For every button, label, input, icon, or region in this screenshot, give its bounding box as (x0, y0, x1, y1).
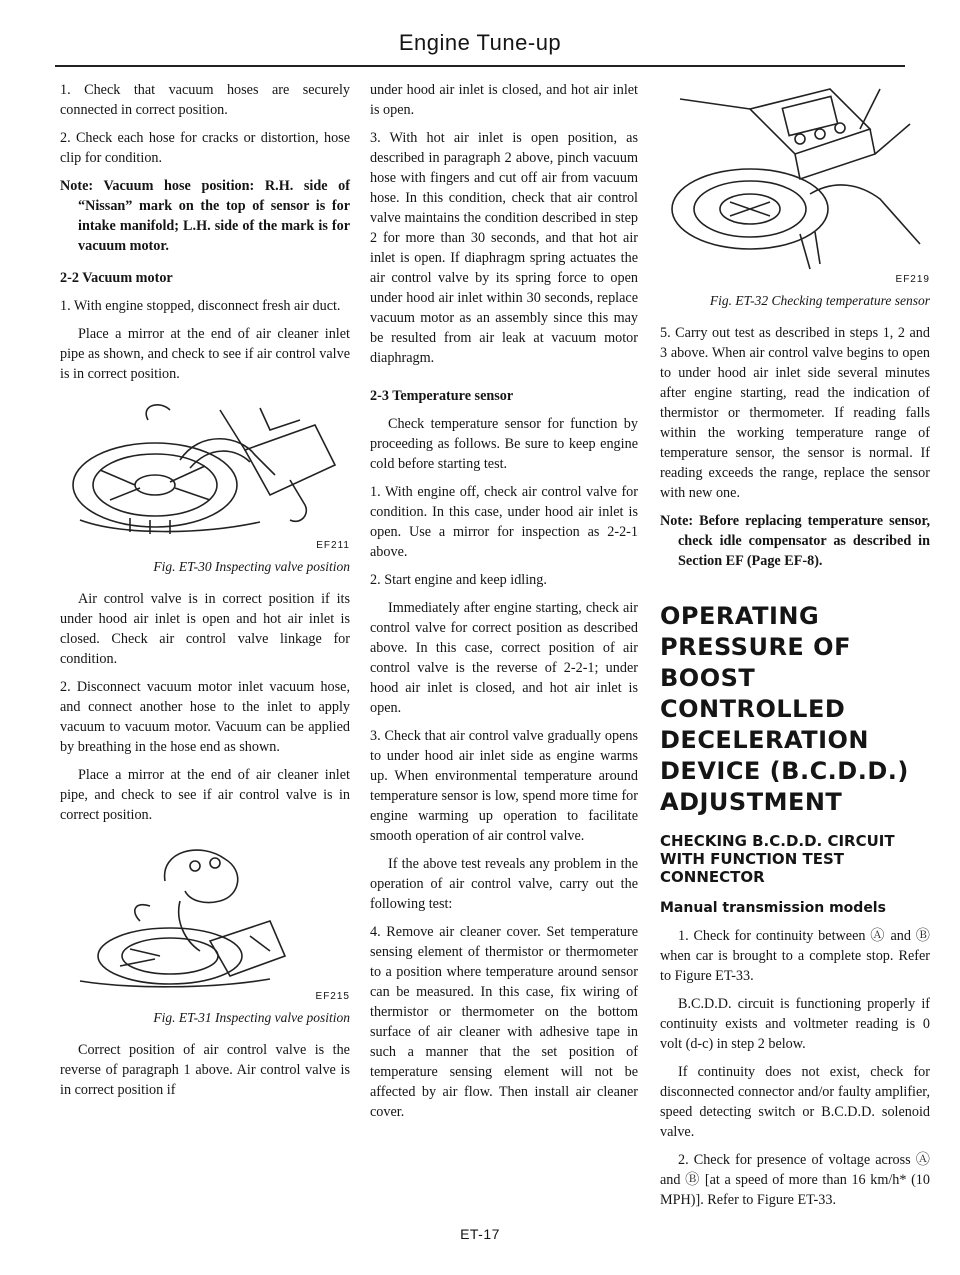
figure-caption: Fig. ET-32 Checking temperature sensor (709, 293, 930, 308)
figure-code: EF219 (895, 274, 930, 285)
subheading-temperature-sensor: 2-3 Temperature sensor (370, 388, 514, 404)
figure-code: EF211 (316, 540, 350, 551)
paragraph: Check temperature sensor for function by proceeding as follows. Be sure to keep engine cold before starting test. (370, 416, 638, 472)
paragraph: Immediately after engine starting, check air control valve for correct position as described above. In this case, correct position of air control valve is the reverse of 2-2-1; under hood air inlet is closed, and hot air inlet is open. (370, 600, 638, 716)
paragraph: 2. Check each hose for cracks or distortion, hose clip for condition. (60, 130, 350, 166)
subsection-heading-manual-transmission: Manual transmission models (660, 900, 886, 916)
paragraph: Place a mirror at the end of air cleaner inlet pipe as shown, and check to see if air control valve is in correct position. (60, 326, 350, 382)
figure-et30 (60, 400, 350, 556)
page-header-title: Engine Tune-up (398, 30, 562, 55)
subsection-heading-bcdd-circuit: CHECKING B.C.D.D. CIRCUIT WITH FUNCTION TEST CONNECTOR (660, 832, 895, 886)
paragraph: B.C.D.D. circuit is functioning properly if continuity exists and voltmeter reading is 0 volt (d-c) in step 2 below. (660, 996, 930, 1052)
paragraph: If the above test reveals any problem in the operation of air control valve, carry out the following test: (370, 856, 638, 912)
figure-et31 (60, 841, 350, 1007)
paragraph: If continuity does not exist, check for disconnected connector and/or faulty amplifier, speed detecting switch or B.C.D.D. solenoid valve. (660, 1064, 930, 1140)
paragraph: 1. With engine off, check air control valve for condition. In this case, under hood air inlet is open. Use a mirror for inspection as 2-2-1 above. (370, 484, 638, 560)
paragraph: Correct position of air control valve is the reverse of paragraph 1 above. Air control valve is in correct position if (60, 1042, 350, 1098)
paragraph: 1. Check that vacuum hoses are securely connected in correct position. (60, 82, 350, 118)
figure-caption: Fig. ET-31 Inspecting valve position (153, 1010, 350, 1025)
subheading-vacuum-motor: 2-2 Vacuum motor (60, 270, 173, 286)
figure-code: EF215 (315, 991, 350, 1002)
paragraph: Place a mirror at the end of air cleaner inlet pipe, and check to see if air control valve is in correct position. (60, 767, 350, 823)
paragraph: 3. With hot air inlet is open position, as described in paragraph 2 above, pinch vacuum hose with fingers and cut off air from vacuum hose. In this condition, check that air control valve maintains the condition described in step 2 for more than 30 seconds, and that hot air inlet is open. If diaphragm spring actuates the air control valve by its spring force to open under hood air inlet within 30 seconds, replace vacuum motor as an assembly since this may be resulted from air leak at vacuum motor diaphragm. (370, 130, 638, 366)
temperature-sensor-check-illustration (660, 84, 930, 274)
header-rule (55, 65, 905, 67)
vacuum-motor-breathing-illustration (60, 841, 350, 991)
paragraph: 1. With engine stopped, disconnect fresh air duct. (60, 298, 341, 314)
note-idle-compensator: Note: Before replacing temperature sensor, check idle compensator as described in Section EF (Page EF-8). (660, 513, 930, 569)
column-left (60, 80, 350, 1108)
air-cleaner-mirror-illustration (60, 400, 350, 540)
paragraph: 2. Start engine and keep idling. (370, 572, 547, 588)
paragraph: 2. Disconnect vacuum motor inlet vacuum hose, and connect another hose to the inlet to apply vacuum to vacuum motor. Vacuum can be applied by breathing in the hose end as shown. (60, 679, 350, 755)
note-vacuum-hose-position: Note: Vacuum hose position: R.H. side of “Nissan” mark on the top of sensor is for intake manifold; L.H. side of the mark is for vacuum motor. (60, 178, 350, 254)
paragraph: 3. Check that air control valve gradually opens to under hood air inlet side as engine warms up. When environmental temperature around temperature sensor is low, spend more time for engine warming up operation to facilitate smooth operation of air control valve. (370, 728, 638, 844)
paragraph: 1. Check for continuity between Ⓐ and Ⓑ when car is brought to a complete stop. Refer to Figure ET-33. (660, 928, 930, 984)
figure-et32 (660, 84, 930, 290)
paragraph: Air control valve is in correct position if its under hood air inlet is open and hot air inlet is closed. Check air control valve linkage for condition. (60, 591, 350, 667)
paragraph: 5. Carry out test as described in steps 1, 2 and 3 above. When air control valve begins to open to under hood air inlet side several minutes after engine starting, read the indication of thermistor or thermometer. If reading falls within the working temperature range of temperature sensor, the sensor is normal. If reading exceeds the range, replace the sensor with new one. (660, 325, 930, 501)
paragraph: 2. Check for presence of voltage across Ⓐ and Ⓑ [at a speed of more than 16 km/h* (10 MPH)]. Refer to Figure ET-33. (660, 1152, 930, 1208)
column-right (660, 80, 930, 1218)
page-number: ET-17 (460, 1226, 500, 1242)
paragraph: 4. Remove air cleaner cover. Set temperature sensing element of thermistor or thermometer to a position where temperature around sensor can be measured. In this case, fix wiring of thermistor or thermometer on the bottom surface of air cleaner with adhesive tape in such a manner that the set position of temperature sensing element will not be affected by air flow. Then install air cleaner cover. (370, 924, 638, 1120)
paragraph: under hood air inlet is closed, and hot air inlet is open. (370, 82, 638, 118)
figure-caption: Fig. ET-30 Inspecting valve position (153, 559, 350, 574)
column-middle (370, 80, 638, 1130)
section-heading-bcdd-adjustment: OPERATING PRESSURE OF BOOST CONTROLLED DECELERATION DEVICE (B.C.D.D.) ADJUSTMENT (660, 602, 909, 816)
